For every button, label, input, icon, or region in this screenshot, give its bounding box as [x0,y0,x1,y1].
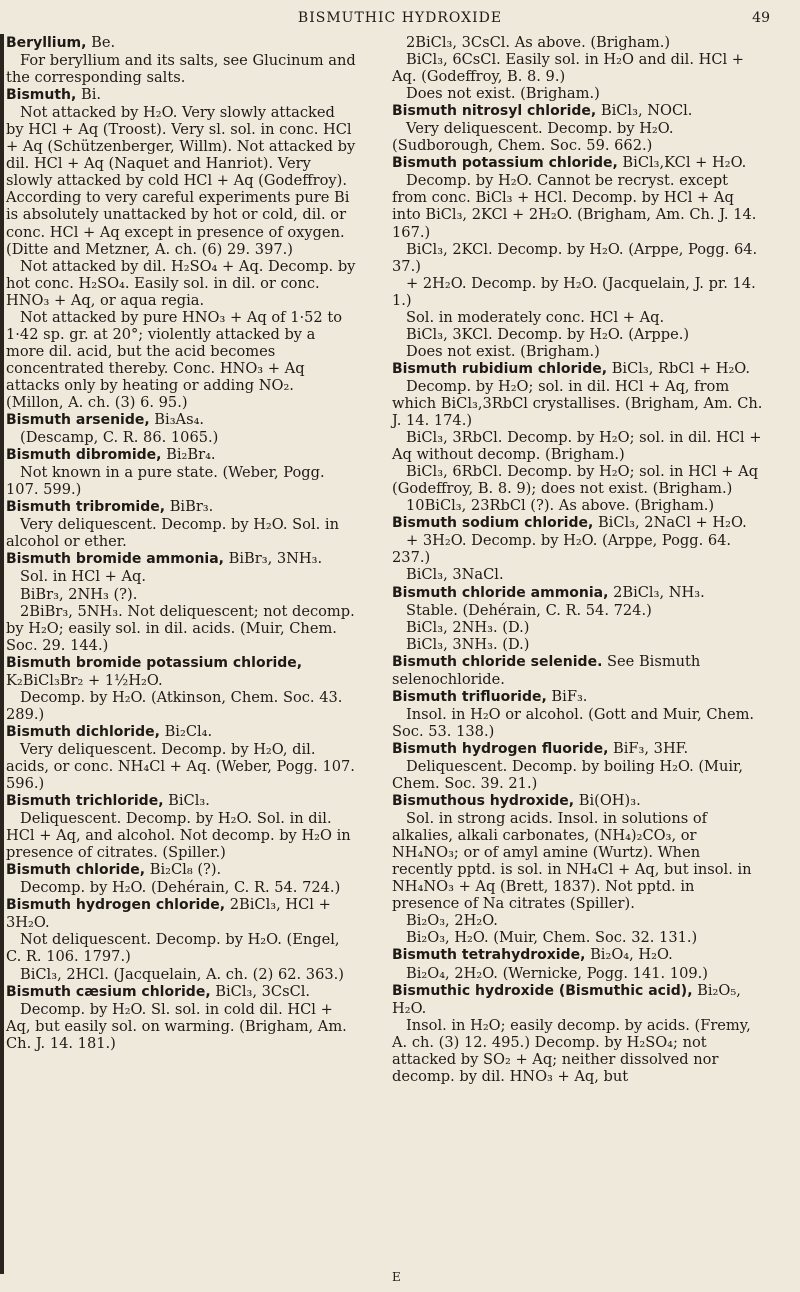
entry-text: BiCl₃, 3KCl. Decomp. by H₂O. (Arppe.) [406,325,690,343]
entry-text: BiCl₃, 2KCl. Decomp. by H₂O. (Arppe, Pogg. 64. 37.) [392,240,758,275]
entry-title: Bismuth nitrosyl chloride, [392,103,597,120]
entry-text: Not attacked by H₂O. Very slowly attacked by HCl + Aq (Troost). Very sl. sol. in conc. HCl + Aq (Schützenberger, Willm). Not attacked by dil. HCl + Aq (Naquet and Hanriot). Very slowly attacked by cold HCl + Aq (Godeffroy). According to very careful experiments pure Bi is absolutely unattacked by hot or cold, dil. or conc. HCl + Aq except in presence of oxygen. (Ditte and Metzner, A. ch. (6) 29. 397.) [6,104,356,258]
entry-text: Not attacked by pure HNO₃ + Aq of 1·52 to 1·42 sp. gr. at 20°; violently attacked by a more dil. acid, but the acid becomes concentrated thereby. Conc. HNO₃ + Aq attacks only by heating or adding NO₂. (Millon, A. ch. (3) 6. 95.) [6,308,342,411]
entry [6,723,356,792]
entry [6,411,356,446]
entry [392,688,764,740]
entry-heading [6,34,356,52]
entry-text: BiCl₃, 6CsCl. Easily sol. in H₂O and dil. HCl + Aq. (Godeffroy, B. 8. 9.) [392,51,745,86]
entry-formula: Bi(OH)₃. [574,792,641,810]
entry-formula: Bi₂Br₄. [161,446,216,464]
entry-heading [392,154,764,172]
entry-formula: See Bismuth selenochloride. [392,652,701,688]
entry-formula: BiCl₃, NOCl. [596,102,693,120]
entry [392,740,764,792]
entry-heading [6,498,356,516]
entry-text: Bi₂O₃, 2H₂O. [406,912,498,930]
entry [392,34,764,102]
entry-text: Decomp. by H₂O. (Atkinson, Chem. Soc. 43. 289.) [6,688,343,723]
entry-formula: BiBr₃. [165,498,214,516]
entry-text: BiCl₃, 2NH₃. (D.) [406,618,530,636]
entry-text: + 3H₂O. Decomp. by H₂O. (Arppe, Pogg. 64. 237.) [392,532,732,567]
entry-text: Bi₂O₃, H₂O. (Muir, Chem. Soc. 32. 131.) [406,929,698,947]
entry-formula: 2BiCl₃, NH₃. [608,583,705,601]
entry-title: Bismuth hydrogen chloride, [6,897,226,914]
entry-title: Bismuth trifluoride, [392,688,547,705]
entry-text: Insol. in H₂O or alcohol. (Gott and Muir, Chem. Soc. 53. 138.) [392,705,755,740]
entry-formula: BiF₃. [546,687,588,705]
entry-title: Bismuth potassium chloride, [392,155,618,172]
entry-text: Bi₂O₄, 2H₂O. (Wernicke, Pogg. 141. 109.) [406,964,708,982]
entry [6,654,356,723]
entry-title: Bismuth chloride ammonia, [392,584,609,601]
entry-text: Does not exist. (Brigham.) [406,342,600,360]
entry [392,982,764,1085]
entry [392,360,764,514]
entry [392,792,764,946]
entry-text: Not deliquescent. Decomp. by H₂O. (Engel, C. R. 106. 1797.) [6,931,340,966]
right-column [392,34,764,1085]
entry-formula: K₂BiCl₃Br₂ + 1½H₂O. [6,671,163,689]
entry-text: Decomp. by H₂O. Cannot be recryst. except from conc. BiCl₃ + HCl. Decomp. by HCl + Aq into BiCl₃, 2KCl + 2H₂O. (Brigham, Am. Ch. J. 14. 167.) [392,172,757,241]
entry-formula: Bi₃As₄. [149,411,205,429]
entry-title: Bismuth sodium chloride, [392,515,594,532]
entry [6,550,356,653]
entry [6,792,356,861]
page-number: 49 [752,10,770,26]
entry-text: BiCl₃, 6RbCl. Decomp. by H₂O; sol. in HCl + Aq (Godeffroy, B. 8. 9); does not exist. (Brigham.) [392,463,759,498]
entry-title: Bismuth tribromide, [6,499,166,516]
left-column [6,34,356,1052]
entry-text: + 2H₂O. Decomp. by H₂O. (Jacquelain, J. pr. 14. 1.) [392,274,756,309]
entry-formula: Be. [86,34,116,51]
entry-text: Very deliquescent. Decomp. by H₂O. (Sudborough, Chem. Soc. 59. 662.) [392,120,674,155]
entry-title: Bismuth arsenide, [6,412,150,429]
entry-formula: Bi₂Cl₈ (?). [145,861,222,879]
entry [6,861,356,896]
entry [392,102,764,154]
signature-mark: E [392,1270,401,1284]
entry-formula: Bi₂O₅, H₂O. [392,981,741,1017]
entry-heading [6,654,356,689]
entry-text: Decomp. by H₂O. Sl. sol. in cold dil. HCl + Aq, but easily sol. on warming. (Brigham, Am. Ch. J. 14. 181.) [6,1000,347,1052]
entry-heading [392,360,764,378]
entry-text: For beryllium and its salts, see Glucinum and the corresponding salts. [6,52,356,87]
entry-title: Bismuth dibromide, [6,447,162,464]
entry-text: 2BiBr₃, 5NH₃. Not deliquescent; not decomp. by H₂O; easily sol. in dil. acids. (Muir, Chem. Soc. 29. 144.) [6,602,355,654]
entry-text: BiCl₃, 3NH₃. (D.) [406,635,530,653]
entry-heading [6,723,356,741]
entry-title: Bismuth rubidium chloride, [392,360,608,377]
entry-heading [392,982,764,1017]
entry-formula: Bi₂Cl₄. [159,722,213,740]
entry-formula: Bi₂O₄, H₂O. [585,946,673,964]
entry-text: Sol. in HCl + Aq. [20,568,147,586]
entry-title: Bismuth, [6,87,77,104]
entry-heading [6,550,356,568]
entry-formula: BiCl₃. [163,792,210,810]
entry-formula: BiBr₃, 3NH₃. [223,550,323,568]
entry-heading [392,740,764,758]
entry-title: Bismuthic hydroxide (Bismuthic acid), [392,982,693,999]
entry-text: Stable. (Dehérain, C. R. 54. 724.) [406,601,652,619]
entry-text: Very deliquescent. Decomp. by H₂O. Sol. in alcohol or ether. [6,516,339,551]
entry-formula: BiCl₃, 3CsCl. [210,982,311,1000]
entry-text: Does not exist. (Brigham.) [406,85,600,103]
binding-edge [0,34,4,1274]
entry-formula: Bi. [76,86,102,104]
entry-heading [392,514,764,532]
entry [392,154,764,360]
entry-text: Insol. in H₂O; easily decomp. by acids. (Fremy, A. ch. (3) 12. 495.) Decomp. by H₂SO₄; not attacked by SO₂ + Aq; neither dissolved nor decomp. by dil. HNO₃ + Aq, but [392,1016,751,1085]
entry [6,983,356,1052]
entry-heading [392,584,764,602]
running-header: BISMUTHIC HYDROXIDE [297,10,503,26]
entry [6,896,356,982]
entry-title: Bismuth bromide potassium chloride, [6,654,303,671]
entry [6,34,356,86]
entry-title: Bismuth tetrahydroxide, [392,947,586,964]
entry-text: 10BiCl₃, 23RbCl (?). As above. (Brigham.) [406,497,715,515]
entry-text: Sol. in moderately conc. HCl + Aq. [406,308,665,326]
entry-text: Deliquescent. Decomp. by boiling H₂O. (Muir, Chem. Soc. 39. 21.) [392,757,744,793]
entry-formula: BiCl₃, RbCl + H₂O. [607,359,751,377]
entry-title: Bismuth bromide ammonia, [6,551,224,568]
entry-heading [392,102,764,120]
entry-text: Sol. in strong acids. Insol. in solutions of alkalies, alkali carbonates, (NH₄)₂CO₃, or NH₄NO₃; or of amyl amine (Wurtz). When recently pptd. is sol. in NH₄Cl + Aq, but insol. in NH₄NO₃ + Aq (Brett, 1837). Not pptd. in presence of Na citrates (Spiller). [392,810,752,913]
entry-heading [6,411,356,429]
entry-text: BiBr₃, 2NH₃ (?). [20,585,138,603]
entry-title: Beryllium, [6,35,87,51]
entry-text: 2BiCl₃, 3CsCl. As above. (Brigham.) [406,34,671,51]
entry-heading [6,983,356,1001]
entry-text: Very deliquescent. Decomp. by H₂O, dil. acids, or conc. NH₄Cl + Aq. (Weber, Pogg. 107. 596.) [6,740,355,793]
entry [392,514,764,583]
entry-formula: BiCl₃, 2NaCl + H₂O. [593,514,747,532]
entry-title: Bismuthous hydroxide, [392,793,575,810]
entry-title: Bismuth dichloride, [6,723,160,740]
entry-heading [6,792,356,810]
entry-heading [392,688,764,706]
entry-text: Deliquescent. Decomp. by H₂O. Sol. in dil. HCl + Aq, and alcohol. Not decomp. by H₂O in presence of citrates. (Spiller.) [6,810,351,862]
entry-heading [6,86,356,104]
entry-formula: BiCl₃,KCl + H₂O. [617,154,747,172]
entry-text: Decomp. by H₂O. (Dehérain, C. R. 54. 724.) [20,879,341,897]
entry-text: Not known in a pure state. (Weber, Pogg. 107. 599.) [6,464,325,499]
entry-text: BiCl₃, 3RbCl. Decomp. by H₂O; sol. in dil. HCl + Aq without decomp. (Brigham.) [392,429,762,464]
entry-heading [6,861,356,879]
entry [392,584,764,653]
entry-title: Bismuth cæsium chloride, [6,983,211,1000]
entry [392,946,764,981]
entry-formula: 2BiCl₃, HCl + 3H₂O. [6,896,331,932]
entry-text: (Descamp, C. R. 86. 1065.) [20,429,219,447]
entry-title: Bismuth hydrogen fluoride, [392,740,609,757]
entry-text: BiCl₃, 3NaCl. [406,566,504,584]
entry-title: Bismuth trichloride, [6,793,164,810]
entry-text: Not attacked by dil. H₂SO₄ + Aq. Decomp. by hot conc. H₂SO₄. Easily sol. in dil. or conc. HNO₃ + Aq, or aqua regia. [6,257,356,309]
entry [392,653,764,688]
entry [6,86,356,411]
entry-title: Bismuth chloride selenide. [392,653,603,670]
entry-heading [392,946,764,964]
entry-text: BiCl₃, 2HCl. (Jacquelain, A. ch. (2) 62. 363.) [20,965,344,983]
entry-heading [392,653,764,688]
entry-heading [6,446,356,464]
entry [6,446,356,498]
entry-heading [6,896,356,931]
entry-heading [392,792,764,810]
entry [6,498,356,550]
entry-title: Bismuth chloride, [6,862,146,879]
entry-formula: BiF₃, 3HF. [608,739,689,757]
entry-text: Decomp. by H₂O; sol. in dil. HCl + Aq, from which BiCl₃,3RbCl crystallises. (Brigham, Am. Ch. J. 14. 174.) [392,377,763,430]
